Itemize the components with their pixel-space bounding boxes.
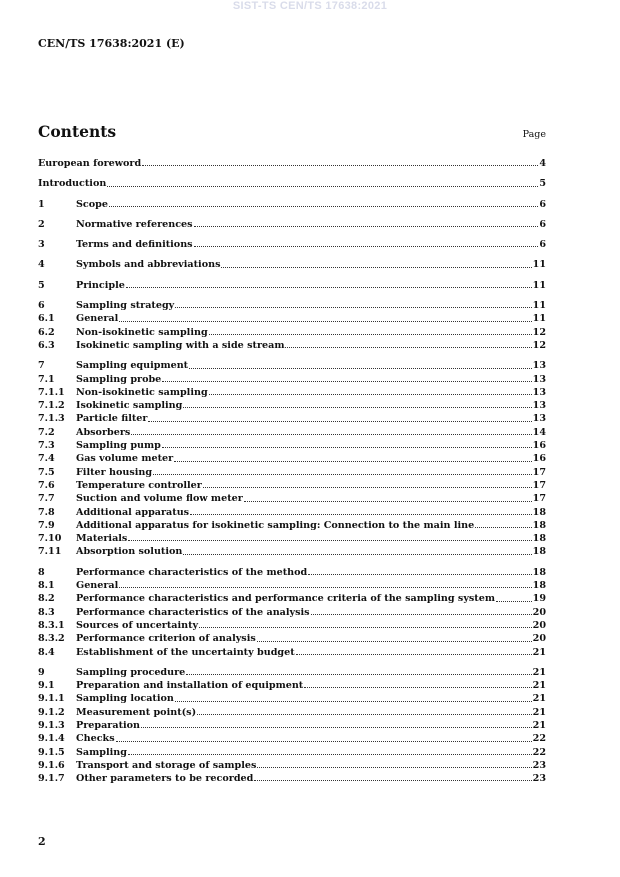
toc-entry-title: Terms and definitions [76,239,193,251]
toc-entry-number: 6 [38,300,45,312]
toc-entry-page: 11 [532,259,546,271]
toc-entry-number: 7.6 [38,479,55,491]
toc-entry-title: Absorption solution [76,546,183,558]
toc-entry[interactable] [38,327,546,340]
toc-dot-leader [285,346,531,348]
toc-group [38,219,546,232]
toc-entry-title: Non-isokinetic sampling [76,386,208,398]
toc-dot-leader [257,640,532,642]
toc-dot-leader [194,225,539,227]
toc-entry-title: Other parameters to be recorded [76,773,254,785]
toc-entry-page: 13 [532,373,546,385]
toc-entry-number: 6.1 [38,313,55,325]
toc-entry[interactable] [38,533,546,546]
toc-dot-leader [203,486,532,488]
toc-entry-title: Gas volume meter [76,453,174,465]
toc-entry-page: 22 [532,746,546,758]
toc-entry-page: 18 [532,506,546,518]
table-of-contents [38,158,546,793]
toc-entry[interactable] [38,680,546,693]
toc-entry-page: 13 [532,400,546,412]
toc-entry[interactable] [38,387,546,400]
toc-entry-number: 9.1.7 [38,773,65,785]
toc-entry-number: 4 [38,259,45,271]
toc-entry[interactable] [38,427,546,440]
toc-entry-page: 18 [532,546,546,558]
toc-entry-number: 7.9 [38,519,55,531]
toc-entry-number: 8.3.2 [38,633,65,645]
toc-entry-number: 8.3.1 [38,619,65,631]
toc-entry-number: 3 [38,239,45,251]
toc-entry-page: 16 [532,440,546,452]
toc-dot-leader [304,686,531,688]
toc-entry-title: Sources of uncertainty [76,619,199,631]
toc-entry-title: Sampling probe [76,373,162,385]
toc-entry-page: 20 [532,633,546,645]
toc-group [38,667,546,787]
toc-dot-leader [194,245,539,247]
toc-entry-title: Preparation and installation of equipment [76,680,304,692]
toc-entry-number: 7.10 [38,533,62,545]
toc-entry-page: 12 [532,326,546,338]
toc-entry-title: Sampling [76,746,127,758]
toc-entry-number: 9.1.5 [38,746,65,758]
toc-entry[interactable] [38,340,546,353]
toc-entry-page: 18 [532,566,546,578]
toc-entry-page: 23 [532,759,546,771]
toc-entry-title: Additional apparatus [76,506,190,518]
toc-entry-title: Suction and volume flow meter [76,493,243,505]
toc-entry[interactable] [38,667,546,680]
toc-entry-title: Preparation [76,719,141,731]
toc-dot-leader [199,626,532,628]
toc-entry[interactable] [38,620,546,633]
toc-entry-number: 9.1 [38,680,55,692]
toc-entry[interactable] [38,239,546,252]
toc-dot-leader [109,205,538,207]
watermark: SIST-TS CEN/TS 17638:2021 [232,0,388,12]
toc-dot-leader [119,320,531,322]
toc-entry-page: 21 [532,680,546,692]
toc-entry-title: Sampling equipment [76,360,189,372]
toc-entry-page: 21 [532,693,546,705]
toc-group [38,239,546,252]
toc-entry-number: 9 [38,666,45,678]
toc-dot-leader [148,420,531,422]
toc-entry-number: 5 [38,279,45,291]
toc-dot-leader [162,446,532,448]
toc-entry-title: Sampling location [76,693,174,705]
toc-entry-number: 9.1.3 [38,719,65,731]
contents-header [38,122,546,141]
toc-entry[interactable] [38,413,546,426]
toc-dot-leader [119,586,531,588]
toc-entry-title: General [76,313,119,325]
toc-dot-leader [311,613,532,615]
toc-entry[interactable] [38,280,546,293]
toc-group [38,178,546,191]
toc-entry-page: 20 [532,619,546,631]
toc-entry-page: 4 [539,158,546,169]
toc-entry-title: European foreword [38,158,142,169]
toc-dot-leader [175,700,532,702]
toc-entry-number: 7.1.3 [38,413,65,425]
toc-entry-page: 17 [532,466,546,478]
toc-dot-leader [308,573,531,575]
toc-entry[interactable] [38,374,546,387]
toc-entry-page: 23 [532,773,546,785]
toc-dot-leader [116,740,532,742]
toc-entry-number: 9.1.4 [38,733,65,745]
toc-dot-leader [141,726,532,728]
toc-entry[interactable] [38,567,546,580]
toc-entry-page: 11 [532,313,546,325]
toc-entry-title: Non-isokinetic sampling [76,326,208,338]
toc-dot-leader [183,406,531,408]
toc-entry-title: Temperature controller [76,479,202,491]
toc-entry[interactable] [38,219,546,232]
toc-entry[interactable] [38,360,546,373]
toc-entry-title: Checks [76,733,115,745]
toc-entry-title: Introduction [38,178,107,190]
toc-entry-number: 7.7 [38,493,55,505]
toc-entry-title: Performance characteristics of the analysis [76,606,310,618]
toc-entry-page: 22 [532,733,546,745]
toc-entry[interactable] [38,747,546,760]
toc-group [38,360,546,559]
toc-entry[interactable] [38,647,546,660]
toc-entry-title: Scope [76,198,108,210]
toc-entry-page: 14 [532,426,546,438]
toc-entry[interactable] [38,580,546,593]
toc-dot-leader [142,164,538,166]
toc-entry[interactable] [38,440,546,453]
toc-entry-page: 21 [532,646,546,658]
toc-entry-title: Isokinetic sampling with a side stream [76,339,285,351]
toc-entry-title: Materials [76,533,128,545]
toc-entry[interactable] [38,773,546,786]
toc-entry[interactable] [38,300,546,313]
toc-entry-number: 7 [38,360,45,372]
toc-entry-title: Performance characteristics and performance criteria of the sampling system [76,593,495,605]
toc-dot-leader [221,266,531,268]
toc-dot-leader [244,500,532,502]
toc-entry-page: 12 [532,339,546,351]
toc-dot-leader [107,185,538,187]
toc-entry[interactable] [38,178,546,191]
toc-dot-leader [183,553,531,555]
toc-dot-leader [189,367,532,369]
toc-entry-page: 18 [532,519,546,531]
toc-entry[interactable] [38,199,546,212]
toc-entry-page: 20 [532,606,546,618]
toc-entry[interactable] [38,259,546,272]
toc-entry[interactable] [38,546,546,559]
toc-entry[interactable] [38,520,546,533]
toc-entry-page: 13 [532,386,546,398]
toc-entry-number: 7.1 [38,373,55,385]
toc-entry-page: 16 [532,453,546,465]
toc-entry-title: Principle [76,279,125,291]
toc-dot-leader [153,473,532,475]
toc-entry-number: 8 [38,566,45,578]
toc-entry-number: 7.2 [38,426,55,438]
toc-entry[interactable] [38,400,546,413]
toc-entry-title: Transport and storage of samples [76,759,257,771]
toc-entry-title: Absorbers [76,426,131,438]
toc-entry-page: 21 [532,719,546,731]
toc-dot-leader [190,513,532,515]
toc-entry-number: 7.4 [38,453,55,465]
toc-dot-leader [128,753,532,755]
toc-group [38,199,546,212]
toc-dot-leader [174,460,531,462]
toc-entry[interactable] [38,633,546,646]
toc-entry-title: Sampling pump [76,440,161,452]
toc-entry[interactable] [38,593,546,606]
contents-title: Contents [38,122,117,141]
toc-entry-title: Performance criterion of analysis [76,633,256,645]
toc-dot-leader [175,306,531,308]
toc-entry-page: 18 [532,533,546,545]
toc-entry-page: 19 [532,593,546,605]
page-column-label: Page [522,129,546,140]
toc-entry-page: 11 [532,279,546,291]
toc-dot-leader [209,393,532,395]
toc-dot-leader [162,380,531,382]
toc-entry-number: 1 [38,198,45,210]
toc-dot-leader [131,433,531,435]
toc-entry-title: General [76,580,119,592]
toc-dot-leader [128,539,531,541]
toc-entry-number: 7.8 [38,506,55,518]
toc-group [38,158,546,171]
toc-entry[interactable] [38,467,546,480]
toc-entry-page: 6 [539,198,546,210]
toc-entry-title: Measurement point(s) [76,706,197,718]
toc-entry-number: 6.2 [38,326,55,338]
toc-entry-number: 6.3 [38,339,55,351]
toc-entry-title: Sampling procedure [76,666,186,678]
toc-entry-page: 21 [532,706,546,718]
toc-entry[interactable] [38,707,546,720]
toc-dot-leader [209,333,532,335]
toc-entry[interactable] [38,453,546,466]
toc-entry[interactable] [38,760,546,773]
toc-entry[interactable] [38,158,546,171]
toc-entry-number: 7.1.1 [38,386,65,398]
toc-entry-page: 13 [532,413,546,425]
toc-entry-title: Additional apparatus for isokinetic sampling: Connection to the main line [76,519,475,531]
toc-entry-page: 17 [532,493,546,505]
document-identifier: CEN/TS 17638:2021 (E) [38,37,185,50]
toc-entry-title: Normative references [76,218,193,230]
toc-entry-number: 7.3 [38,440,55,452]
toc-entry-title: Symbols and abbreviations [76,259,221,271]
toc-group [38,259,546,272]
toc-entry[interactable] [38,607,546,620]
toc-entry-page: 6 [539,239,546,251]
toc-entry-number: 8.4 [38,646,55,658]
toc-entry-page: 17 [532,479,546,491]
toc-dot-leader [126,286,532,288]
toc-dot-leader [475,526,531,528]
toc-dot-leader [186,673,531,675]
toc-entry-page: 11 [532,300,546,312]
page-number: 2 [38,835,46,848]
toc-entry-title: Particle filter [76,413,148,425]
toc-entry-number: 9.1.1 [38,693,65,705]
toc-entry-number: 7.11 [38,546,62,558]
toc-entry[interactable] [38,313,546,326]
toc-entry-page: 13 [532,360,546,372]
toc-entry[interactable] [38,693,546,706]
toc-entry-number: 8.3 [38,606,55,618]
toc-dot-leader [296,653,532,655]
toc-group [38,567,546,660]
toc-entry-title: Sampling strategy [76,300,175,312]
toc-entry-number: 8.2 [38,593,55,605]
toc-entry[interactable] [38,507,546,520]
toc-entry-title: Isokinetic sampling [76,400,183,412]
toc-dot-leader [254,779,531,781]
toc-entry[interactable] [38,733,546,746]
toc-group [38,280,546,293]
toc-entry-page: 18 [532,580,546,592]
toc-entry[interactable] [38,720,546,733]
toc-entry-page: 21 [532,666,546,678]
toc-entry-number: 7.1.2 [38,400,65,412]
toc-entry-number: 8.1 [38,580,55,592]
toc-entry-number: 9.1.6 [38,759,65,771]
toc-entry-page: 6 [539,218,546,230]
toc-entry-title: Performance characteristics of the method [76,566,308,578]
toc-dot-leader [496,600,532,602]
toc-entry-number: 2 [38,218,45,230]
toc-entry-number: 9.1.2 [38,706,65,718]
toc-dot-leader [197,713,532,715]
toc-entry-title: Establishment of the uncertainty budget [76,646,295,658]
toc-entry[interactable] [38,480,546,493]
toc-dot-leader [257,766,531,768]
toc-entry[interactable] [38,493,546,506]
toc-entry-number: 7.5 [38,466,55,478]
toc-group [38,300,546,353]
toc-entry-title: Filter housing [76,466,153,478]
toc-entry-page: 5 [539,178,546,190]
